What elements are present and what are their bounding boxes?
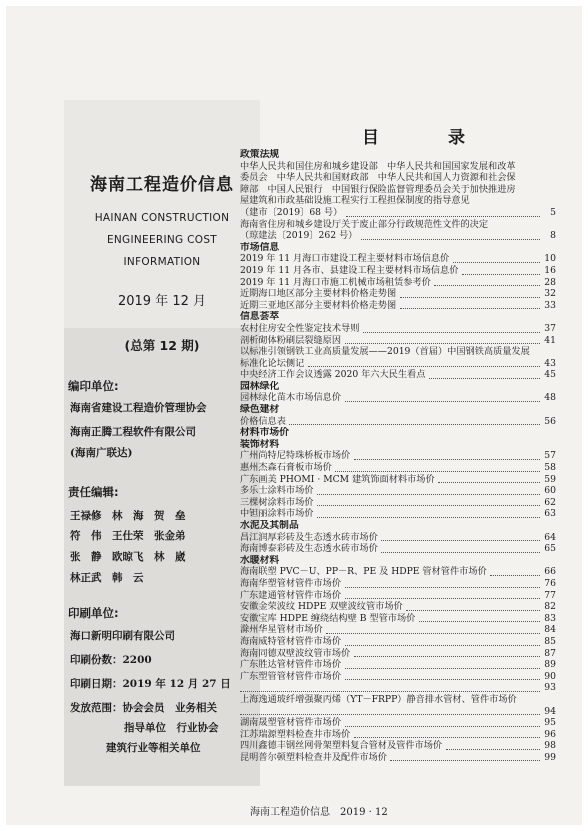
toc-leader-dots	[289, 424, 540, 425]
toc-leader-dots	[317, 505, 540, 506]
toc-entry-title: 海南华塑管材管件市场价	[240, 577, 342, 589]
toc-leader-dots	[345, 679, 540, 680]
toc-entry	[240, 694, 556, 706]
toc-entry	[240, 566, 556, 578]
toc-entry-title: 屋建筑和市政基础设施工程实行工程担保制度的指导意见	[240, 195, 470, 207]
toc-entry	[240, 543, 556, 555]
toc-entry	[240, 195, 556, 207]
toc-leader-dots	[446, 749, 540, 750]
toc-entry	[240, 706, 556, 718]
toc-entry	[240, 335, 556, 347]
toc-section-label: 水泥及其制品	[240, 520, 299, 531]
toc-page-number: 76	[544, 577, 556, 589]
toc-page-number: 63	[544, 508, 556, 520]
toc-entry	[240, 682, 556, 694]
toc-section-label: 装饰材料	[240, 438, 280, 450]
toc-leader-dots	[419, 621, 540, 622]
toc-section	[240, 311, 556, 323]
toc-leader-dots	[453, 262, 540, 263]
toc-entry	[240, 532, 556, 544]
toc-entry-title: 湖南晟塑管材管件市场价	[240, 717, 342, 729]
toc-title: 目 录	[362, 128, 491, 148]
magazine-title-en-2: ENGINEERING COST	[106, 234, 218, 246]
editor-unit-1: 海南省建设工程造价管理协会	[70, 402, 207, 414]
toc-page-number: 41	[544, 334, 556, 346]
toc-entry	[240, 219, 556, 231]
toc-page-number: 60	[544, 485, 556, 497]
chief-editors-3: 张 静 欧晾飞 林 崴	[70, 551, 186, 563]
toc-entry-title: 惠州杰森石膏板市场价	[240, 462, 332, 474]
toc-entry-title: 以标准引领钢铁工业高质量发展——2019（首届）中国钢铁高质量发展	[240, 346, 530, 358]
toc-leader-dots	[462, 274, 540, 275]
toc-leader-dots	[438, 482, 540, 483]
toc-page-number: 85	[544, 635, 556, 647]
toc-section	[240, 404, 556, 416]
toc-entry-title: 农村住房安全性鉴定技术导则	[240, 322, 360, 334]
toc-page-number: 62	[544, 496, 556, 508]
toc-entry	[240, 277, 556, 289]
toc-entry	[240, 601, 556, 613]
toc-section-label: 材料市场价	[240, 427, 289, 439]
toc-entry	[240, 474, 556, 486]
toc-entry	[240, 369, 556, 381]
toc-page-number: 64	[544, 531, 556, 543]
toc-entry	[240, 497, 556, 509]
issue-number: (总第 12 期)	[124, 338, 200, 353]
toc-page-number: 93	[544, 682, 556, 694]
toc-entry-title: 海南联塑 PVC－U、PP－R、PE 及 HDPE 管材管件市场价	[240, 566, 487, 578]
toc-page-number: 99	[544, 751, 556, 763]
toc-entry	[240, 636, 556, 648]
toc-entry-title: 海南省住房和城乡建设厅关于废止部分行政规范性文件的决定	[240, 218, 489, 230]
toc-entry	[240, 508, 556, 520]
toc-leader-dots	[240, 691, 540, 692]
toc-section	[240, 427, 556, 439]
toc-entry-title: 广州尚特尼特珠桥板市场价	[240, 450, 351, 462]
toc-entry-title: 广东建通管材管件市场价	[240, 589, 342, 601]
distribution-3: 建筑行业等相关单位	[106, 742, 201, 754]
toc-entry	[240, 485, 556, 497]
toc-entry	[240, 172, 556, 184]
toc-entry	[240, 740, 556, 752]
toc-leader-dots	[345, 645, 540, 646]
toc-entry	[240, 300, 556, 312]
toc-leader-dots	[317, 494, 540, 495]
toc-entry	[240, 729, 556, 741]
toc-entry-title: 广东胜达管材管件市场价	[240, 659, 342, 671]
toc-entry	[240, 161, 556, 173]
toc-entry	[240, 578, 556, 590]
toc-section-label: 绿色建材	[240, 404, 280, 416]
toc-entry-title: 近期海口地区部分主要材料价格走势图	[240, 288, 397, 300]
toc-entry-title: 海南博泰彩砖及生态透水砖市场价	[240, 543, 378, 555]
chief-editor-label: 责任编辑:	[68, 485, 119, 499]
toc-leader-dots	[363, 332, 540, 333]
toc-leader-dots	[326, 633, 540, 634]
toc-entry	[240, 613, 556, 625]
toc-page-number: 65	[544, 543, 556, 555]
toc-entry-title: 障部 中国人民银行 中国银行保险监督管理委员会关于加快推进房	[240, 183, 516, 195]
toc-section-label: 政策法规	[240, 149, 280, 160]
toc-section	[240, 439, 556, 451]
toc-page-number: 90	[544, 670, 556, 682]
toc-section-label: 市场信息	[240, 241, 280, 253]
toc-leader-dots	[308, 366, 540, 367]
toc-page-number: 84	[544, 624, 556, 636]
toc-entry	[240, 416, 556, 428]
toc-page-number: 37	[544, 322, 556, 334]
toc-leader-dots	[345, 726, 540, 727]
toc-entry	[240, 717, 556, 729]
toc-entry	[240, 659, 556, 671]
toc-leader-dots	[317, 517, 540, 518]
toc-entry-title: 海南同德双壁波纹管市场价	[240, 647, 351, 659]
toc-entry-title: 标准化论坛侧记	[240, 357, 305, 369]
toc-page-number: 10	[544, 253, 556, 265]
toc-page-number: 48	[544, 392, 556, 404]
toc-page-number: 28	[544, 276, 556, 288]
toc-page-number: 89	[544, 659, 556, 671]
toc-page-number: 87	[544, 647, 556, 659]
toc-page-number: 59	[544, 473, 556, 485]
toc-entry	[240, 462, 556, 474]
toc-entry-title: 滁州华星管材市场价	[240, 624, 323, 636]
chief-editors-1: 王禄修 林 海 贺 垒	[70, 510, 186, 522]
toc-entry-title: 近期三亚地区部分主要材料价格走势图	[240, 299, 397, 311]
toc-entry	[240, 207, 556, 219]
toc-entry	[240, 323, 556, 335]
toc-page-number: 56	[544, 415, 556, 427]
toc-entry	[240, 265, 556, 277]
toc-entry-title: 委员会 中华人民共和国财政部 中华人民共和国人力资源和社会保	[240, 172, 516, 184]
toc-section	[240, 242, 556, 254]
toc-entry-title: 广东塑管管材管件市场价	[240, 670, 342, 682]
table-of-contents	[240, 149, 556, 763]
toc-entry	[240, 671, 556, 683]
toc-section-label: 园林绿化	[240, 380, 280, 392]
toc-entry-title: 昆明普尔顿塑料检查井及配件市场价	[240, 751, 387, 763]
toc-leader-dots	[354, 656, 540, 657]
toc-entry-title: 安徽宝库 HDPE 缠绕结构壁 B 型管市场价	[240, 612, 416, 624]
toc-leader-dots	[406, 610, 540, 611]
toc-entry-title: 海南威特管材管件市场价	[240, 635, 342, 647]
toc-page-number: 5	[550, 206, 556, 218]
toc-page-number: 8	[550, 230, 556, 242]
issue-date: 2019 年 12 月	[117, 294, 207, 309]
toc-entry-title: （琼建法〔2019〕262 号）	[240, 230, 358, 242]
toc-page-number: 94	[544, 705, 556, 717]
toc-page-number: 58	[544, 462, 556, 474]
toc-entry-title: （建市〔2019〕68 号）	[240, 206, 343, 218]
toc-section	[240, 381, 556, 393]
toc-page-number: 57	[544, 450, 556, 462]
editor-unit-label: 编印单位:	[68, 379, 119, 393]
toc-leader-dots	[345, 401, 540, 402]
toc-page-number: 33	[544, 299, 556, 311]
toc-leader-dots	[400, 308, 540, 309]
toc-page-number: 98	[544, 740, 556, 752]
toc-entry	[240, 184, 556, 196]
toc-entry	[240, 648, 556, 660]
toc-entry	[240, 590, 556, 602]
toc-entry	[240, 624, 556, 636]
toc-entry	[240, 752, 556, 764]
magazine-title-en-3: INFORMATION	[123, 256, 201, 268]
toc-page-number: 95	[544, 717, 556, 729]
toc-entry-title: 剖析砌体粉刷层裂缝原因	[240, 334, 342, 346]
toc-entry-title: 2019 年 11 月海口市施工机械市场租赁参考价	[240, 276, 431, 288]
toc-leader-dots	[345, 598, 540, 599]
toc-entry	[240, 288, 556, 300]
toc-page-number: 45	[544, 369, 556, 381]
toc-entry-title: 三棵树涂料市场价	[240, 496, 314, 508]
toc-entry-title: 中钽丽涂料市场价	[240, 508, 314, 520]
toc-leader-dots	[400, 297, 540, 298]
toc-leader-dots	[429, 378, 540, 379]
toc-page-number: 96	[544, 728, 556, 740]
toc-leader-dots	[490, 575, 540, 576]
toc-leader-dots	[381, 552, 540, 553]
toc-leader-dots	[345, 668, 540, 669]
toc-leader-dots	[361, 239, 540, 240]
toc-entry	[240, 358, 556, 370]
magazine-title: 海南工程造价信息	[90, 175, 234, 195]
toc-entry	[240, 450, 556, 462]
toc-leader-dots	[345, 587, 540, 588]
toc-page-number: 83	[544, 612, 556, 624]
toc-section	[240, 555, 556, 567]
left-panel	[64, 100, 260, 786]
toc-entry-title: 价格信息表	[240, 415, 286, 427]
toc-page-number: 77	[544, 589, 556, 601]
toc-page-number: 32	[544, 288, 556, 300]
toc-entry-title: 2019 年 11 月海口市建设工程主要材料市场信息价	[240, 253, 450, 265]
toc-leader-dots	[240, 714, 540, 715]
toc-entry-title: 昌江润厚彩砖及生态透水砖市场价	[240, 531, 378, 543]
print-date: 印刷日期：2019 年 12 月 27 日	[70, 678, 231, 690]
toc-page-number: 16	[544, 264, 556, 276]
editor-unit-3: (海南广联达)	[70, 447, 133, 459]
print-copies: 印刷份数：2200	[70, 654, 152, 666]
toc-page-number: 66	[544, 566, 556, 578]
toc-leader-dots	[434, 285, 540, 286]
toc-entry-title: 广东画美 PHOMI · MCM 建筑饰面材料市场价	[240, 473, 435, 485]
toc-leader-dots	[354, 459, 540, 460]
toc-leader-dots	[390, 760, 540, 761]
toc-entry-title: 园林绿化苗木市场信息价	[240, 392, 342, 404]
toc-entry	[240, 253, 556, 265]
toc-page-number: 43	[544, 357, 556, 369]
toc-entry-title: 江苏瑞源塑料检查井市场价	[240, 728, 351, 740]
toc-leader-dots	[354, 737, 540, 738]
toc-leader-dots	[335, 471, 540, 472]
toc-section	[240, 149, 556, 161]
page-footer: 海南工程造价信息 2019 · 12	[250, 807, 388, 818]
toc-entry	[240, 230, 556, 242]
toc-entry-title: 多乐士涂料市场价	[240, 485, 314, 497]
chief-editors-4: 林正武 韩 云	[70, 572, 144, 584]
distribution-1: 发放范围：协会会员 业务相关	[70, 702, 217, 714]
magazine-title-en-1: HAINAN CONSTRUCTION	[94, 212, 230, 224]
toc-page-number: 82	[544, 601, 556, 613]
toc-entry	[240, 392, 556, 404]
toc-leader-dots	[346, 216, 540, 217]
toc-leader-dots	[345, 343, 540, 344]
toc-entry-title: 上海逸通玻纤增强聚丙烯（YT－FRPP）静音排水管材、管件市场价	[240, 693, 517, 705]
toc-entry-title: 2019 年 11 月各市、县建设工程主要材料市场信息价	[240, 264, 459, 276]
editor-unit-2: 海南正腾工程软件有限公司	[70, 426, 196, 438]
chief-editors-2: 符 伟 王仕荣 张金弟	[70, 530, 186, 542]
toc-section-label: 水暖材料	[240, 554, 280, 566]
printer-name: 海口新明印刷有限公司	[70, 630, 175, 642]
toc-entry-title: 四川鑫德丰钢丝网骨架塑料复合管材及管件市场价	[240, 740, 443, 752]
distribution-2: 指导单位 行业协会	[124, 722, 219, 734]
toc-entry-title: 安徽金荣波纹 HDPE 双壁波纹管市场价	[240, 601, 403, 613]
toc-leader-dots	[381, 540, 540, 541]
toc-entry-title: 中华人民共和国住房和城乡建设部 中华人民共和国国家发展和改革	[240, 160, 516, 172]
toc-section	[240, 520, 556, 532]
toc-section-label: 信息荟萃	[240, 311, 280, 323]
toc-entry	[240, 346, 556, 358]
printer-label: 印刷单位:	[68, 606, 119, 620]
toc-entry-title: 中央经济工作会议透露 2020 年六大民生看点	[240, 369, 426, 381]
